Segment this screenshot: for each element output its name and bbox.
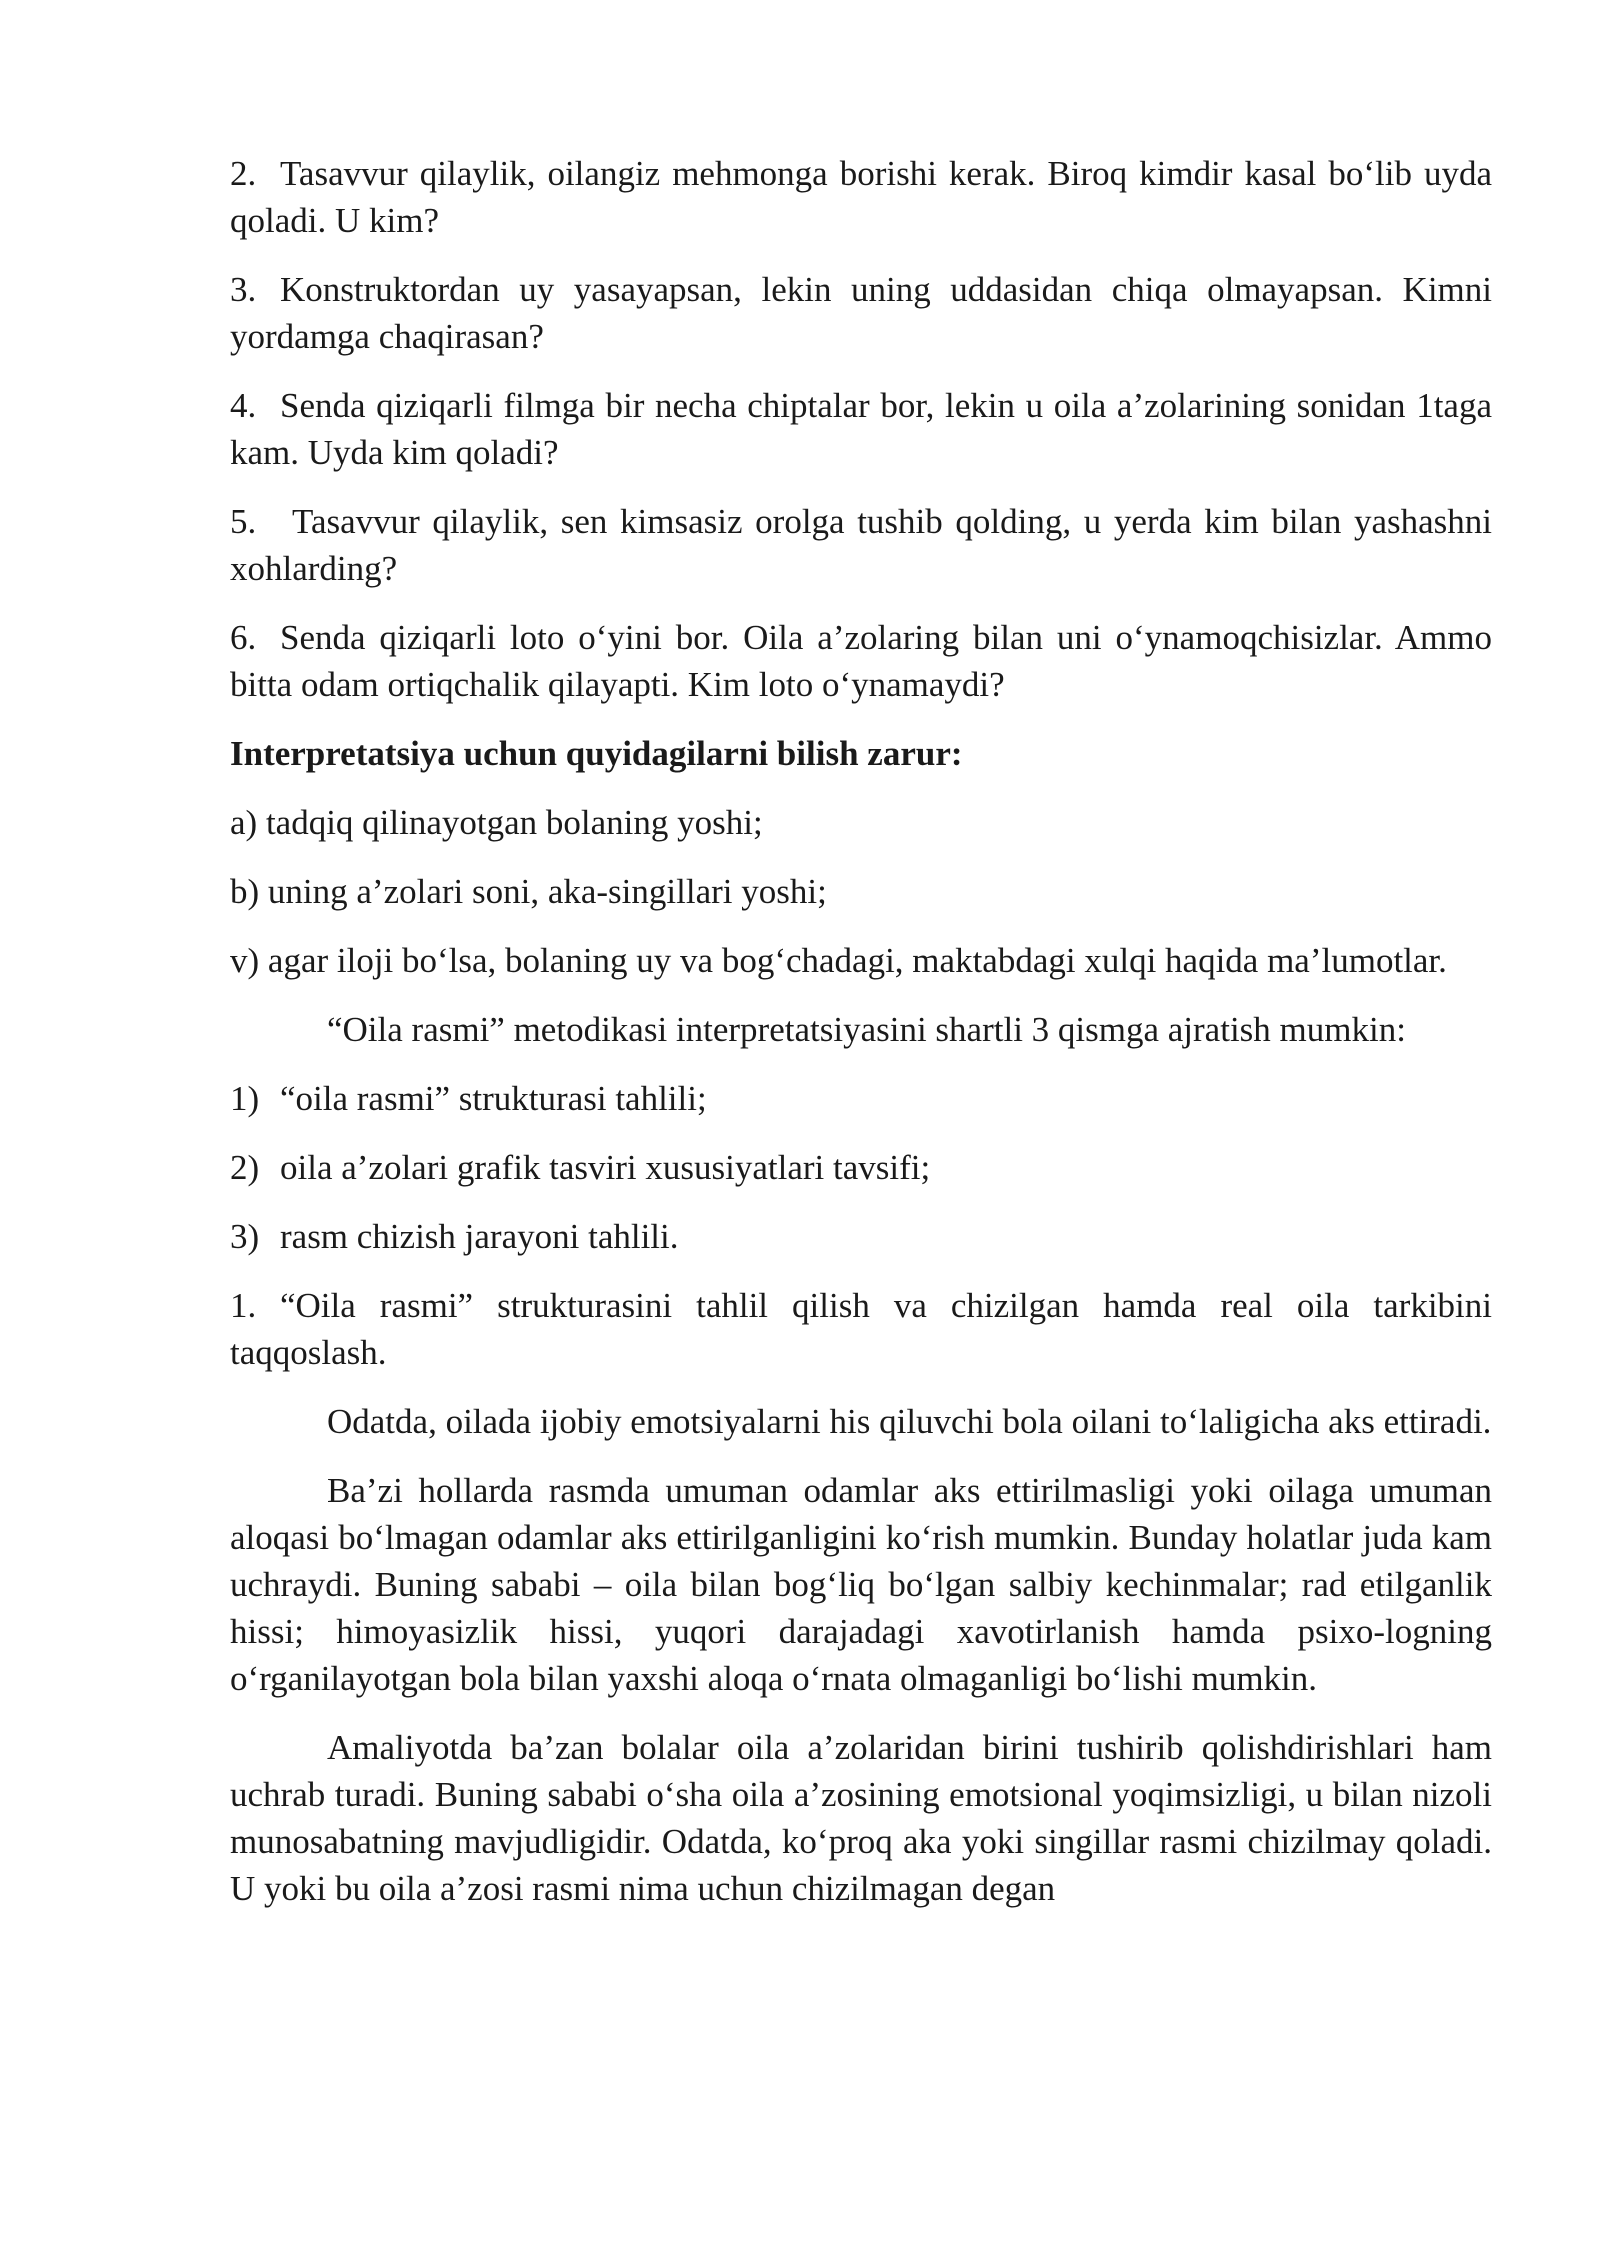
part-number: 2) <box>230 1148 260 1187</box>
list-item-b: b) uning a’zolari soni, aka-singillari yoshi; <box>230 872 827 911</box>
part-number: 1) <box>230 1079 260 1118</box>
item-text: Senda qiziqarli loto o‘yini bor. Oila a’zolaring bilan uni o‘ynamoqchisizlar. Ammo bitta odam ortiqchalik qilayapti. Kim loto o‘ynamaydi? <box>230 618 1492 704</box>
item-number: 6. <box>230 618 257 657</box>
paragraph-amaliyot: Amaliyotda ba’zan bolalar oila a’zolaridan birini tushirib qolishdirishlari ham uchrab turadi. Buning sababi o‘sha oila a’zosining emotsional yoqimsizligi, u bilan nizoli munosabatning mavjudligidir. Odatda, ko‘proq aka yoki singillar rasmi chizilmay qoladi. U yoki bu oila a’zosi rasmi nima uchun chizilmagan degan <box>230 1728 1492 1908</box>
part-number: 3) <box>230 1217 260 1256</box>
question-item-4 <box>230 382 1492 476</box>
section-heading: Interpretatsiya uchun quyidagilarni bilish zarur: <box>230 734 963 773</box>
point-text: “Oila rasmi” strukturasini tahlil qilish va chizilgan hamda real oila tarkibini taqqoslash. <box>230 1286 1492 1372</box>
part-text: oila a’zolari grafik tasviri xususiyatlari tavsifi; <box>280 1148 931 1187</box>
part-item-1 <box>230 1075 1492 1122</box>
method-paragraph: “Oila rasmi” metodikasi interpretatsiyasini shartli 3 qismga ajratish mumkin: <box>327 1010 1406 1049</box>
item-text: Tasavvur qilaylik, oilangiz mehmonga borishi kerak. Biroq kimdir kasal bo‘lib uyda qoladi. U kim? <box>230 154 1492 240</box>
item-text: Senda qiziqarli filmga bir necha chiptalar bor, lekin u oila a’zolarining sonidan 1taga kam. Uyda kim qoladi? <box>230 386 1492 472</box>
part-item-2 <box>230 1144 1492 1191</box>
list-item-a: a) tadqiq qilinayotgan bolaning yoshi; <box>230 803 763 842</box>
part-text: “oila rasmi” strukturasi tahlili; <box>280 1079 707 1118</box>
item-number: 3. <box>230 270 257 309</box>
point-number: 1. <box>230 1286 257 1325</box>
item-number: 4. <box>230 386 257 425</box>
paragraph-odatda: Odatda, oilada ijobiy emotsiyalarni his qiluvchi bola oilani to‘laligicha aks ettiradi. <box>327 1402 1492 1441</box>
part-item-3 <box>230 1213 1492 1260</box>
point-1-paragraph <box>230 1282 1492 1376</box>
question-item-6 <box>230 614 1492 708</box>
paragraph-bazi: Ba’zi hollarda rasmda umuman odamlar aks ettirilmasligi yoki oilaga umuman aloqasi bo‘lmagan odamlar aks ettirilganligini ko‘rish mumkin. Bunday holatlar juda kam uchraydi. Buning sababi – oila bilan bog‘liq bo‘lgan salbiy kechinmalar; rad etilganlik hissi; himoyasizlik hissi, yuqori darajadagi xavotirlanish hamda psixo-logning o‘rganilayotgan bola bilan yaxshi aloqa o‘rnata olmaganligi bo‘lishi mumkin. <box>230 1471 1492 1698</box>
item-number: 5. <box>230 502 257 541</box>
item-text: Tasavvur qilaylik, sen kimsasiz orolga tushib qolding, u yerda kim bilan yashashni xohlarding? <box>230 502 1492 588</box>
question-item-2 <box>230 150 1492 244</box>
question-item-5 <box>230 498 1492 592</box>
item-text: Konstruktordan uy yasayapsan, lekin uning uddasidan chiqa olmayapsan. Kimni yordamga chaqirasan? <box>230 270 1492 356</box>
list-item-v: v) agar iloji bo‘lsa, bolaning uy va bog‘chadagi, maktabdagi xulqi haqida ma’lumotlar. <box>230 941 1447 980</box>
item-number: 2. <box>230 154 257 193</box>
question-item-3 <box>230 266 1492 360</box>
part-text: rasm chizish jarayoni tahlili. <box>280 1217 679 1256</box>
page-content <box>230 150 1492 1934</box>
